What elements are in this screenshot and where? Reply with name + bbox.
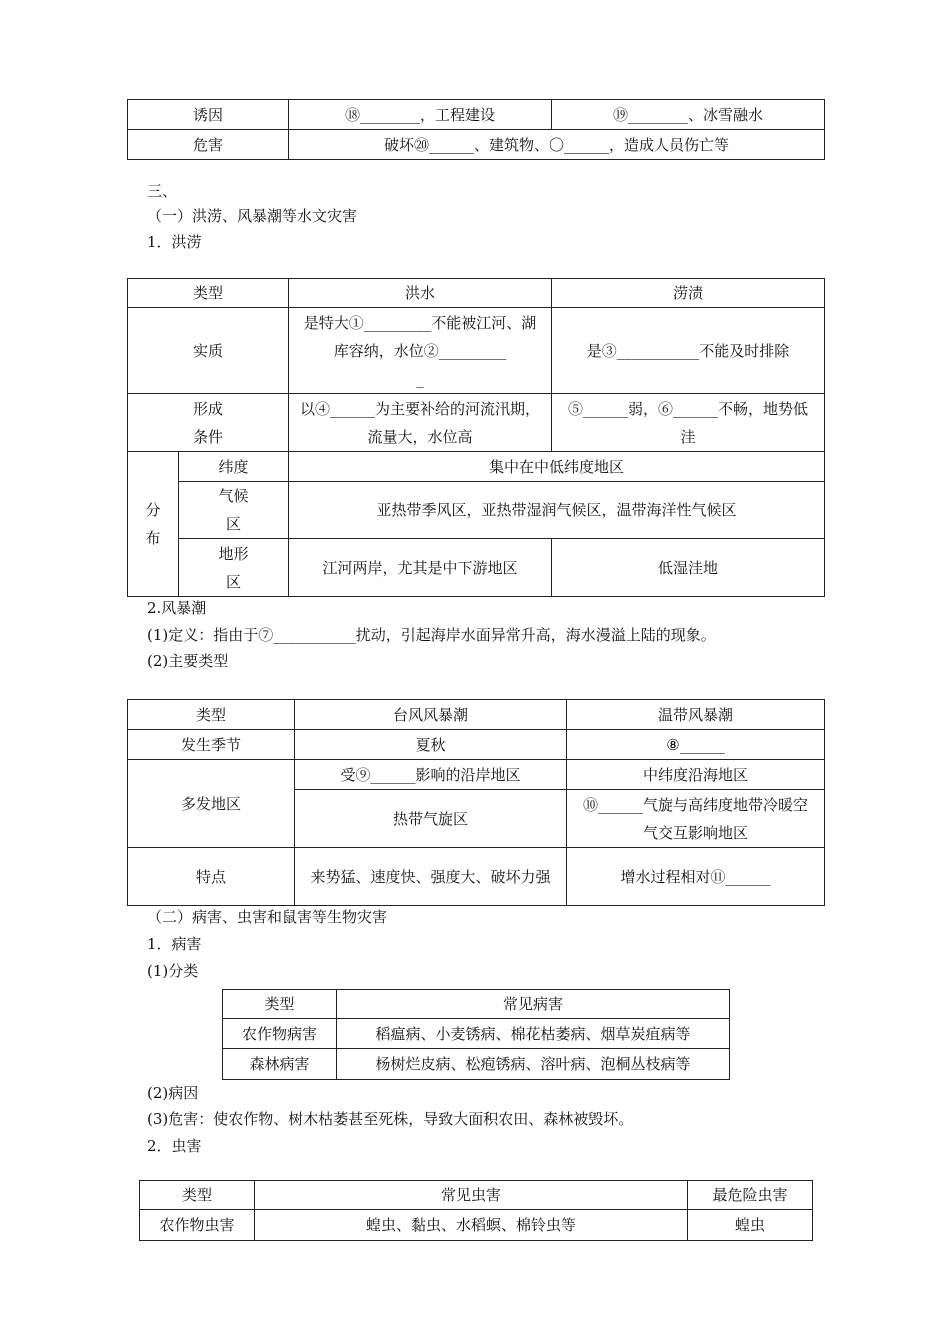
flood-heading: 1．洪涝 [147,233,202,251]
disease-class-heading: (1)分类 [147,962,199,980]
pest-head-common: 常见虫害 [255,1181,688,1210]
surge-head-type: 类型 [128,700,295,730]
disease-row-crop-type: 农作物病害 [223,1019,337,1049]
cell-cause-label: 诱因 [128,100,289,130]
pest-row-type: 农作物虫害 [140,1210,255,1241]
surge-head-typhoon: 台风风暴潮 [295,700,567,730]
flood-terrain-flood: 江河两岸，尤其是中下游地区 [289,539,552,597]
disease-harm: (3)危害：使农作物、树木枯萎甚至死株，导致大面积农田、森林被毁坏。 [147,1110,634,1128]
flood-table [127,278,825,597]
disease-cause: (2)病因 [147,1084,199,1102]
flood-formation-label: 形成 条件 [128,394,289,452]
pest-head-most: 最危险虫害 [688,1181,813,1210]
flood-terrain-waterlog: 低湿洼地 [552,539,825,597]
surge-season-temperate: ⑧______ [567,730,825,760]
cell-cause-b: ⑲________、冰雪融水 [552,100,825,130]
surge-area-label: 多发地区 [128,760,295,848]
surge-area-temperate-2: ⑩______气旋与高纬度地带冷暖空气交互影响地区 [567,790,825,848]
disease-row-forest-list: 杨树烂皮病、松疱锈病、溶叶病、泡桐丛枝病等 [337,1049,730,1080]
cause-harm-table [127,99,825,160]
flood-formation-waterlog: ⑤______弱，⑥______不畅，地势低洼 [552,394,825,452]
surge-area-typhoon-1: 受⑨______影响的沿岸地区 [295,760,567,790]
disease-table [222,989,730,1080]
surge-season-label: 发生季节 [128,730,295,760]
pest-row-list: 蝗虫、黏虫、水稻螟、棉铃虫等 [255,1210,688,1241]
section-three: 三、 [147,182,178,200]
flood-formation-flood: 以④______为主要补给的河流汛期，流量大，水位高 [289,394,552,452]
surge-season-typhoon: 夏秋 [295,730,567,760]
surge-feature-typhoon: 来势猛、速度快、强度大、破坏力强 [295,848,567,906]
flood-dist-label: 分 布 [128,452,179,597]
flood-head-waterlog: 涝渍 [552,279,825,308]
cell-harm-value: 破坏⑳______、建筑物、〇______，造成人员伤亡等 [289,130,825,160]
disease-heading: 1．病害 [147,935,202,953]
flood-essence-flood: 是特大①_________不能被江河、湖库容纳，水位②_________ _ [289,308,552,394]
pest-row-most: 蝗虫 [688,1210,813,1241]
pest-head-type: 类型 [140,1181,255,1210]
disease-head-type: 类型 [223,990,337,1019]
cell-harm-label: 危害 [128,130,289,160]
storm-surge-table [127,699,825,906]
section-bio-heading: （二）病害、虫害和鼠害等生物灾害 [147,908,388,926]
storm-surge-definition: (1)定义：指由于⑦___________扰动，引起海岸水面异常升高，海水漫溢上陆的现象。 [147,626,716,644]
surge-area-temperate-1: 中纬度沿海地区 [567,760,825,790]
flood-climate-value: 亚热带季风区，亚热带湿润气候区，温带海洋性气候区 [289,482,825,539]
pest-heading: 2．虫害 [147,1137,202,1155]
flood-essence-label: 实质 [128,308,289,394]
surge-feature-temperate: 增水过程相对⑪______ [567,848,825,906]
disease-head-common: 常见病害 [337,990,730,1019]
surge-feature-label: 特点 [128,848,295,906]
storm-surge-types-heading: (2)主要类型 [147,652,229,670]
flood-lat-label: 纬度 [179,452,289,482]
flood-climate-label: 气候 区 [179,482,289,539]
flood-terrain-label: 地形 区 [179,539,289,597]
pest-table [139,1180,813,1241]
section-hydro-heading: （一）洪涝、风暴潮等水文灾害 [147,207,358,225]
flood-head-flood: 洪水 [289,279,552,308]
flood-head-type: 类型 [128,279,289,308]
cell-cause-a: ⑱________，工程建设 [289,100,552,130]
surge-area-typhoon-2: 热带气旋区 [295,790,567,848]
flood-essence-waterlog: 是③___________不能及时排除 [552,308,825,394]
disease-row-crop-list: 稻瘟病、小麦锈病、棉花枯萎病、烟草炭疽病等 [337,1019,730,1049]
surge-head-temperate: 温带风暴潮 [567,700,825,730]
disease-row-forest-type: 森林病害 [223,1049,337,1080]
storm-surge-heading: 2.风暴潮 [147,599,207,617]
flood-lat-value: 集中在中低纬度地区 [289,452,825,482]
